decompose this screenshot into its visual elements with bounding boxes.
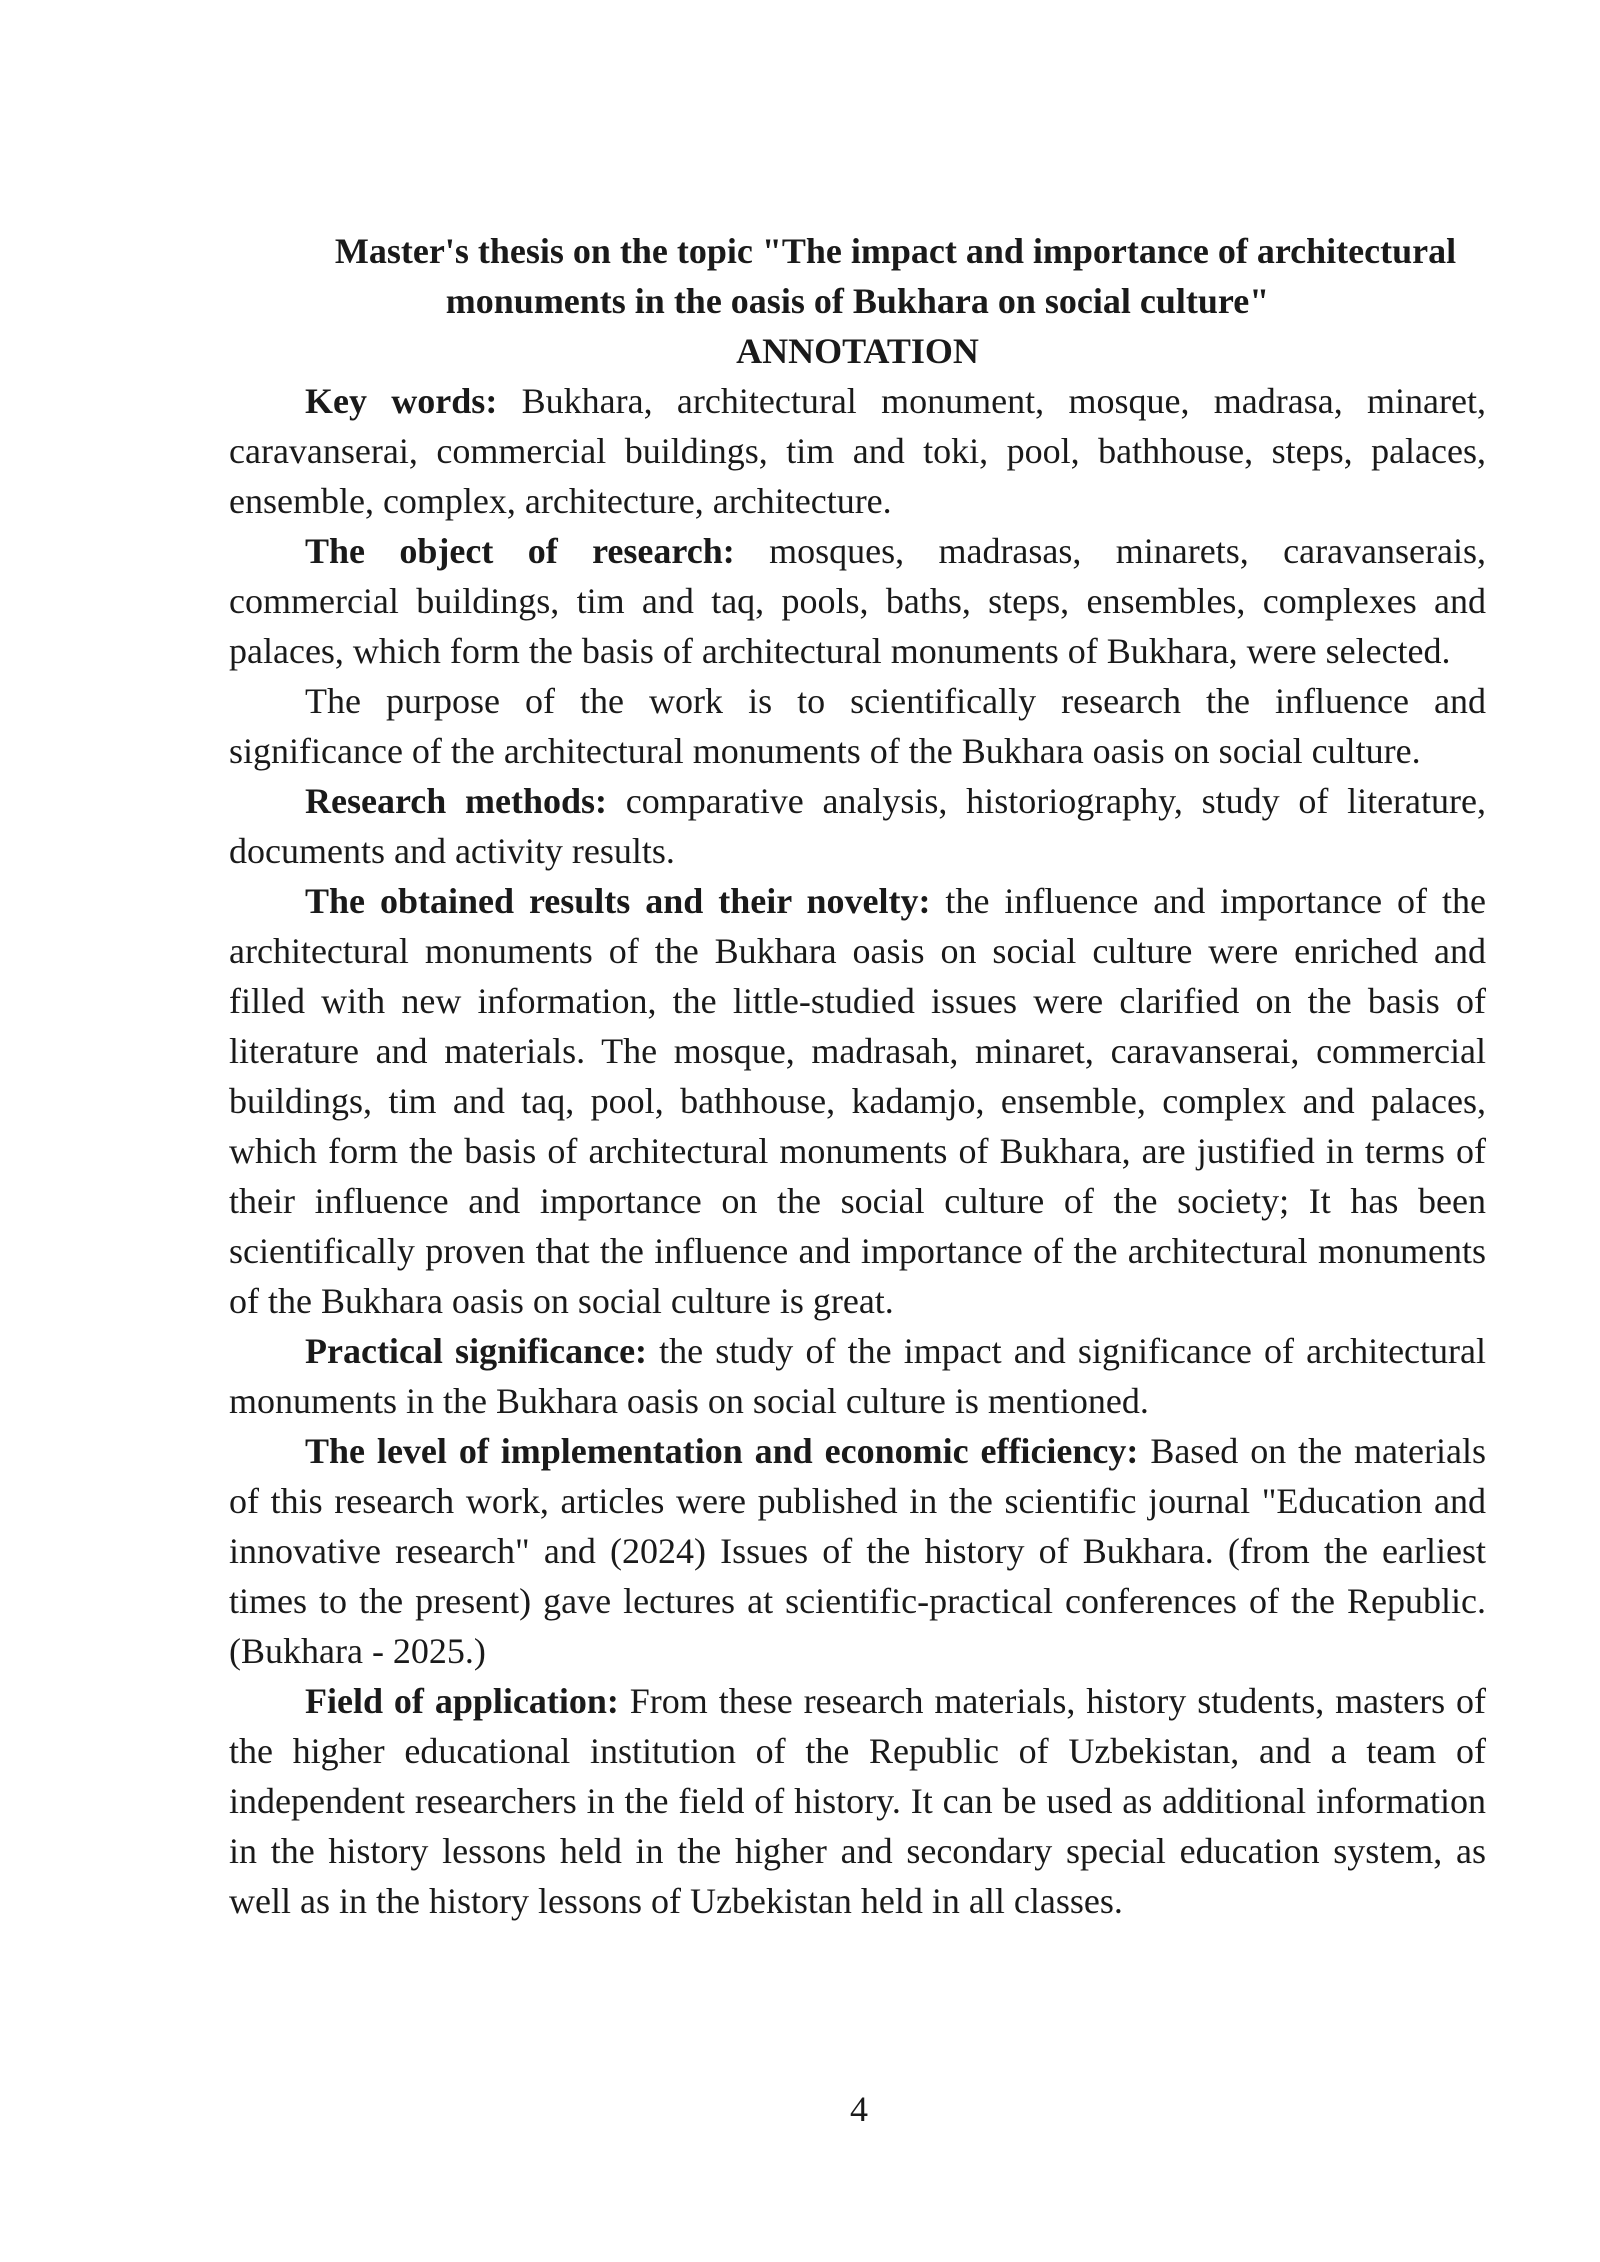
paragraph-lead: Research methods: xyxy=(305,781,608,821)
paragraph-research-methods xyxy=(229,776,1486,876)
thesis-title-line-2: monuments in the oasis of Bukhara on social culture" xyxy=(445,281,1270,321)
paragraph-field-of-application xyxy=(229,1676,1486,1926)
paragraph-text: comparative analysis, historiography, study of literature, documents and activity results. xyxy=(229,781,1486,871)
paragraph-implementation-level xyxy=(229,1426,1486,1676)
paragraph-text: mosques, madrasas, minarets, caravanserais, commercial buildings, tim and taq, pools, baths, steps, ensembles, complexes and palaces, which form the basis of architectural monuments of Bukhara, were selected. xyxy=(229,531,1486,671)
paragraph-lead: Key words: xyxy=(305,381,498,421)
paragraph-text: From these research materials, history students, masters of the higher educational institution of the Republic of Uzbekistan, and a team of independent researchers in the field of history. It can be used as additional information in the history lessons held in the higher and secondary special education system, as well as in the history lessons of Uzbekistan held in all classes. xyxy=(229,1681,1486,1921)
paragraph-lead: The object of research: xyxy=(305,531,735,571)
paragraph-purpose xyxy=(229,676,1486,776)
paragraph-text: the study of the impact and significance of architectural monuments in the Bukhara oasis on social culture is mentioned. xyxy=(229,1331,1486,1421)
paragraph-lead: Field of application: xyxy=(305,1681,619,1721)
paragraph-text: the influence and importance of the architectural monuments of the Bukhara oasis on social culture were enriched and filled with new information, the little-studied issues were clarified on the basis of literature and materials. The mosque, madrasah, minaret, caravanserai, commercial buildings, tim and taq, pool, bathhouse, kadamjo, ensemble, complex and palaces, which form the basis of architectural monuments of Bukhara, are justified in terms of their influence and importance on the social culture of the society; It has been scientifically proven that the influence and importance of the architectural monuments of the Bukhara oasis on social culture is great. xyxy=(229,881,1486,1321)
annotation-heading: ANNOTATION xyxy=(736,331,979,371)
paragraph-object-of-research xyxy=(229,526,1486,676)
paragraph-practical-significance xyxy=(229,1326,1486,1426)
paragraph-text: Based on the materials of this research work, articles were published in the scientific journal "Education and innovative research" and (2024) Issues of the history of Bukhara. (from the earliest times to the present) gave lectures at scientific-practical conferences of the Republic. (Bukhara - 2025.) xyxy=(229,1431,1486,1671)
paragraph-text: The purpose of the work is to scientifically research the influence and significance of the architectural monuments of the Bukhara oasis on social culture. xyxy=(229,681,1486,771)
thesis-title xyxy=(229,226,1486,326)
paragraph-text: Bukhara, architectural monument, mosque, madrasa, minaret, caravanserai, commercial buildings, tim and toki, pool, bathhouse, steps, palaces, ensemble, complex, architecture, architecture. xyxy=(229,381,1486,521)
paragraph-lead: The obtained results and their novelty: xyxy=(305,881,931,921)
paragraph-key-words xyxy=(229,376,1486,526)
paragraph-lead: Practical significance: xyxy=(305,1331,648,1371)
paragraph-lead: The level of implementation and economic efficiency: xyxy=(305,1431,1139,1471)
paragraph-obtained-results xyxy=(229,876,1486,1326)
page-number: 4 xyxy=(850,2089,868,2129)
document-page xyxy=(229,226,1486,1926)
thesis-title-line-1: Master's thesis on the topic "The impact and importance of architectural xyxy=(334,231,1457,271)
